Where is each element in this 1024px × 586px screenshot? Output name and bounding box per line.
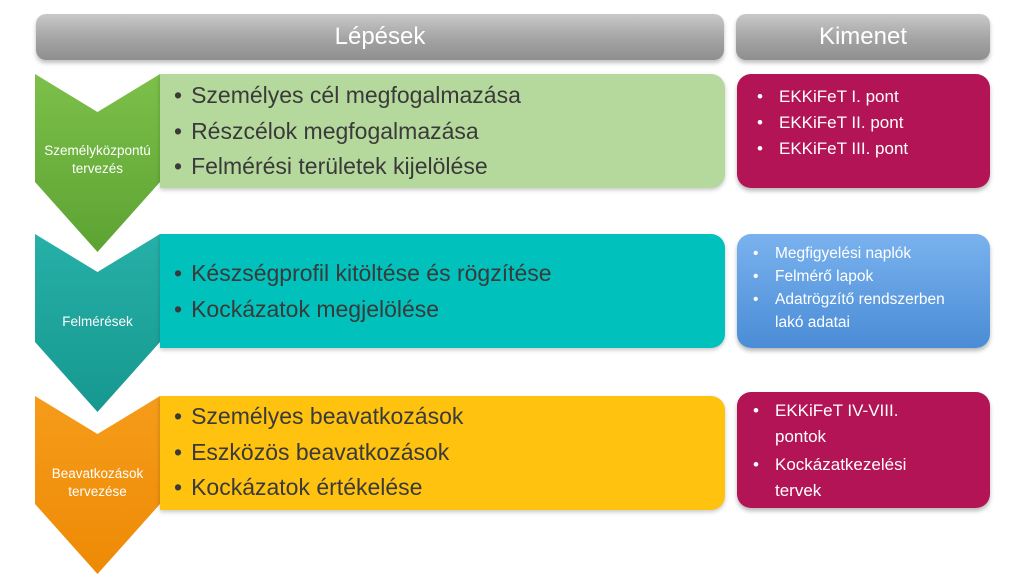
output-box-assessments: [737, 234, 990, 348]
step-item: • Személyes beavatkozások: [174, 399, 725, 435]
output-item: • EKKiFeT III. pont: [779, 137, 990, 163]
step-item: • Készségprofil kitöltése és rögzítése: [174, 256, 725, 292]
output-item: • Megfigyelési naplók: [775, 242, 990, 265]
chevron-intervention-planning: [35, 396, 160, 574]
output-item: • EKKiFeT II. pont: [779, 111, 990, 137]
step-item: • Kockázatok értékelése: [174, 470, 725, 506]
step-item: • Személyes cél megfogalmazása: [174, 78, 725, 114]
steps-header: Lépések: [36, 14, 724, 60]
step-item: • Kockázatok megjelölése: [174, 292, 725, 328]
step-item: • Felmérési területek kijelölése: [174, 149, 725, 185]
step-item: • Eszközös beavatkozások: [174, 435, 725, 471]
step-item: • Részcélok megfogalmazása: [174, 114, 725, 150]
chevron-personal-planning: [35, 74, 160, 252]
output-header: Kimenet: [736, 14, 990, 60]
output-box-personal-planning: [737, 74, 990, 188]
steps-box-personal-planning: [160, 74, 725, 188]
steps-box-intervention-planning: [160, 396, 725, 510]
chevron-label: Személyközpontú tervezés: [44, 143, 151, 176]
chevron-label: Beavatkozások tervezése: [51, 466, 144, 499]
output-item: • Adatrögzítő rendszerben lakó adatai: [775, 288, 990, 334]
output-box-intervention-planning: [737, 392, 990, 508]
output-item: • EKKiFeT IV-VIII. pontok: [775, 398, 990, 450]
steps-box-assessments: [160, 234, 725, 348]
output-item: • Kockázatkezelési tervek: [775, 452, 990, 504]
output-item: • Felmérő lapok: [775, 265, 990, 288]
chevron-label: Felmérések: [62, 314, 133, 329]
chevron-assessments: [35, 234, 160, 412]
output-item: • EKKiFeT I. pont: [779, 85, 990, 111]
